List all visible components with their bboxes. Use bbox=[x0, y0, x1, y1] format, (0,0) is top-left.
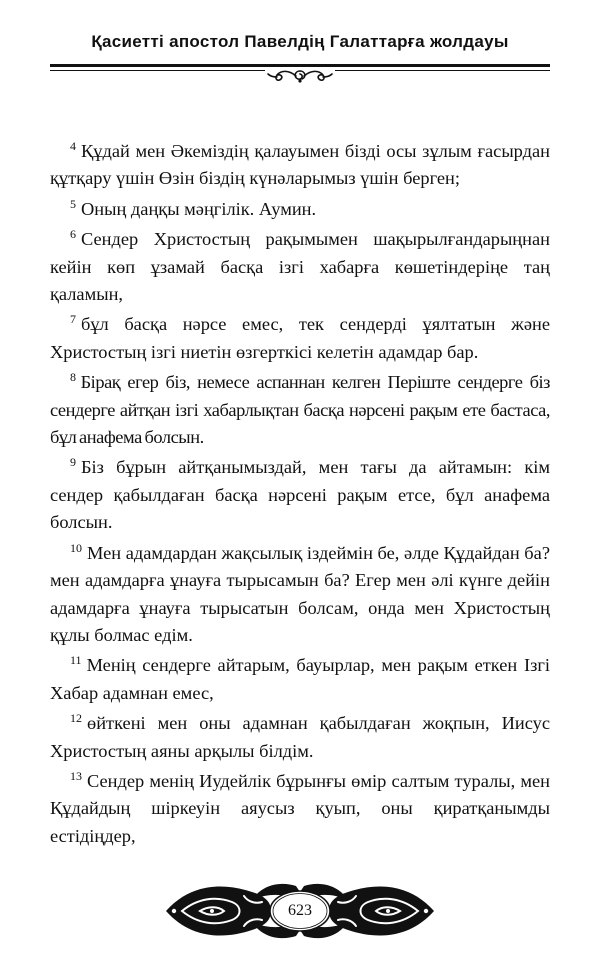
verse bbox=[50, 710, 550, 765]
verse-number: 11 bbox=[70, 653, 82, 668]
verse-text: Менің сендерге айтарым, бауырлар, мен рақым еткен Ізгі Хабар адамнан емес, bbox=[50, 655, 550, 703]
verse-text: Оның даңқы мәңгілік. Аумин. bbox=[81, 198, 317, 219]
verse-text: Біз бұрын айтқанымыздай, мен тағы да айтамын: кім сендер қабылдаған басқа нәрсені рақым етсе, бұл анафема болсын. bbox=[50, 457, 550, 533]
verse bbox=[50, 226, 550, 308]
verse-number: 13 bbox=[70, 768, 82, 783]
verse bbox=[50, 196, 550, 223]
verse-text: Мен адамдардан жақсылық іздеймін бе, әлде Құдайдан ба? мен адамдарға ұнауға тырысамын ба? Егер мен әлі күнге дейін адамдарға ұнауға тырысатын болсам, онда мен Христостың құлы болмас едім. bbox=[50, 542, 550, 645]
verse bbox=[50, 768, 550, 850]
verse-text: Сендер Христостың рақымымен шақырылғандарыңнан кейін көп ұзамай басқа ізгі хабарға көшетіндеріңе таң қаламын, bbox=[50, 229, 550, 305]
verse-number: 7 bbox=[70, 312, 76, 327]
verse-text: өйткені мен оны адамнан қабылдаған жоқпын, Иисус Христостың аяны арқылы білдім. bbox=[50, 713, 550, 761]
header-rule-thick bbox=[50, 64, 550, 67]
header-ornament-icon bbox=[265, 68, 335, 84]
verse bbox=[50, 540, 550, 650]
text-body bbox=[50, 138, 550, 853]
verse bbox=[50, 138, 550, 193]
verse-text: Бірақ егер біз, немесе аспаннан келген Періште сендерге біз сендерге айтқан ізгі хабарлықтан басқа нәрсені рақым ете бастаса, бұл анафема болсын. bbox=[50, 372, 550, 448]
verse-text: Сендер менің Иудейлік бұрынғы өмір салтым туралы, мен Құдайдың шіркеуін аяусыз қуып, оны қиратқанымды естідіңдер, bbox=[50, 770, 550, 846]
verse-number: 9 bbox=[70, 455, 76, 470]
verse-number: 8 bbox=[70, 370, 76, 385]
running-header-title: Қасиетті апостол Павелдің Галаттарға жолдауы bbox=[91, 32, 509, 51]
verse bbox=[50, 652, 550, 707]
verse bbox=[50, 369, 550, 451]
verse-text: бұл басқа нәрсе емес, тек сендерді ұялтатын және Христостың ізгі ниетін өзгерткісі келетін адамдар бар. bbox=[50, 314, 550, 362]
verse-number: 4 bbox=[70, 139, 76, 153]
verse bbox=[50, 454, 550, 536]
verse-number: 10 bbox=[70, 540, 82, 555]
verse-number: 5 bbox=[70, 196, 76, 211]
verse-number: 6 bbox=[70, 227, 76, 242]
page-number: 623 bbox=[288, 902, 312, 919]
verse-text: Құдай мен Әкеміздің қалауымен бізді осы зұлым ғасырдан құтқару үшін Өзін біздің күнәларымыз үшін берген; bbox=[50, 141, 550, 189]
verse bbox=[50, 311, 550, 366]
verse-number: 12 bbox=[70, 711, 82, 726]
